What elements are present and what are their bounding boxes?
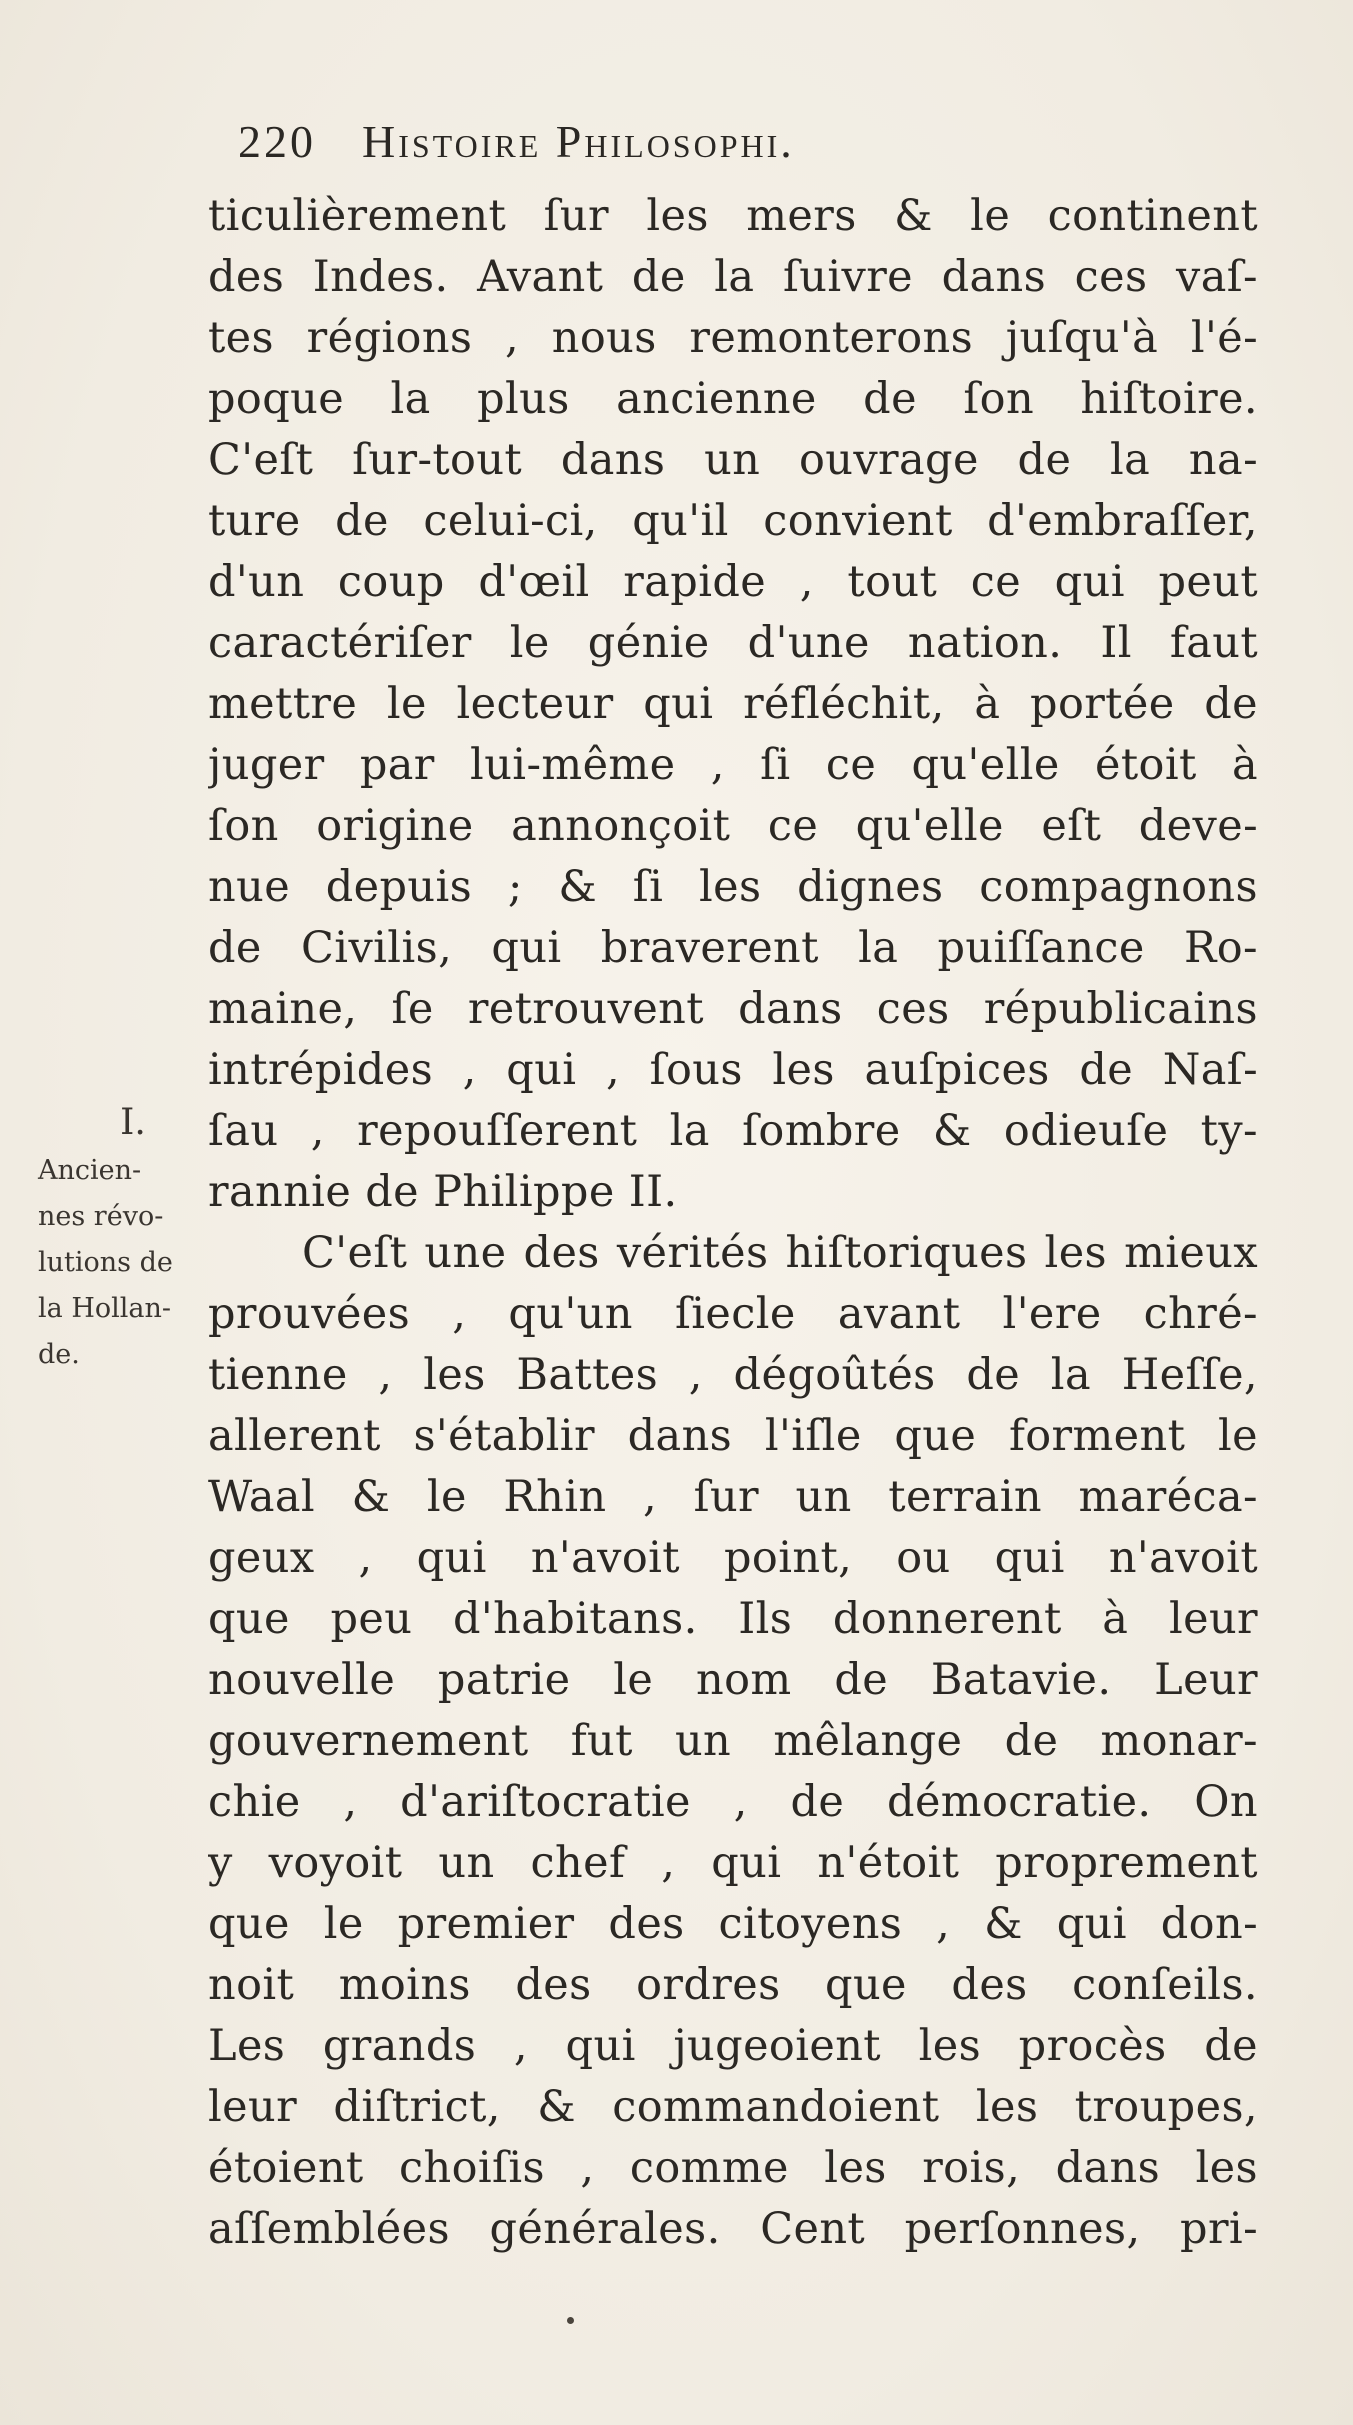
text-line: que peu d'habitans. Ils donnerent à leur (208, 1594, 1258, 1644)
running-header (238, 112, 795, 172)
text-line: nue depuis ; & ſi les dignes compagnons (208, 862, 1258, 912)
margin-note-line: de. (38, 1339, 80, 1370)
text-line: ſau , repouſſerent la ſombre & odieuſe ty- (208, 1106, 1258, 1156)
text-line: juger par lui-même , ſi ce qu'elle étoit à (208, 740, 1258, 790)
margin-note-line: Ancien- (38, 1155, 142, 1186)
text-line: noit moins des ordres que des conſeils. (208, 1960, 1258, 2010)
page-number: 220 (238, 116, 316, 167)
text-line: C'eſt ſur-tout dans un ouvrage de la na- (208, 435, 1258, 485)
paragraph-start-line: C'eſt une des vérités hiſtoriques les mieux (302, 1228, 1258, 1278)
text-line: prouvées , qu'un ſiecle avant l'ere chré- (208, 1289, 1258, 1339)
text-line: tienne , les Battes , dégoûtés de la Heſſe, (208, 1350, 1258, 1400)
text-line: des Indes. Avant de la ſuivre dans ces vaſ- (208, 252, 1258, 302)
running-title: Histoire Philosophi. (362, 116, 795, 167)
text-line: leur diſtrict, & commandoient les troupes, (208, 2082, 1258, 2132)
text-line: maine, ſe retrouvent dans ces républicains (208, 984, 1258, 1034)
text-line: aſſemblées générales. Cent perſonnes, pri- (208, 2204, 1258, 2254)
text-line: d'un coup d'œil rapide , tout ce qui peut (208, 557, 1258, 607)
text-line: nouvelle patrie le nom de Batavie. Leur (208, 1655, 1258, 1705)
text-line: étoient choiſis , comme les rois, dans les (208, 2143, 1258, 2193)
text-line: rannie de Philippe II. (208, 1167, 678, 1217)
margin-note-line: lutions de (38, 1247, 173, 1278)
body-text (208, 186, 1258, 2260)
text-line: de Civilis, qui braverent la puiſſance Ro- (208, 923, 1258, 973)
text-line: tes régions , nous remonterons juſqu'à l'é- (208, 313, 1258, 363)
text-line: allerent s'établir dans l'iſle que forment le (208, 1411, 1258, 1461)
ink-speck (567, 2317, 574, 2324)
margin-note-number: I. (120, 1102, 146, 1143)
text-line: mettre le lecteur qui réfléchit, à portée de (208, 679, 1258, 729)
margin-note (38, 1100, 198, 1378)
text-line: poque la plus ancienne de ſon hiſtoire. (208, 374, 1258, 424)
text-line: caractériſer le génie d'une nation. Il faut (208, 618, 1258, 668)
text-line: Les grands , qui jugeoient les procès de (208, 2021, 1258, 2071)
text-line: ſon origine annonçoit ce qu'elle eſt deve- (208, 801, 1258, 851)
text-line: intrépides , qui , ſous les auſpices de Naſ- (208, 1045, 1258, 1095)
text-line: que le premier des citoyens , & qui don- (208, 1899, 1258, 1949)
text-line: y voyoit un chef , qui n'étoit proprement (208, 1838, 1258, 1888)
text-line: ture de celui-ci, qu'il convient d'embraſſer, (208, 496, 1258, 546)
text-line: geux , qui n'avoit point, ou qui n'avoit (208, 1533, 1258, 1583)
margin-note-line: nes révo- (38, 1201, 164, 1232)
text-line: chie , d'ariſtocratie , de démocratie. On (208, 1777, 1258, 1827)
margin-note-line: la Hollan- (38, 1293, 171, 1324)
text-line: Waal & le Rhin , ſur un terrain maréca- (208, 1472, 1258, 1522)
text-line: gouvernement fut un mêlange de monar- (208, 1716, 1258, 1766)
text-line: ticulièrement ſur les mers & le continent (208, 191, 1258, 241)
